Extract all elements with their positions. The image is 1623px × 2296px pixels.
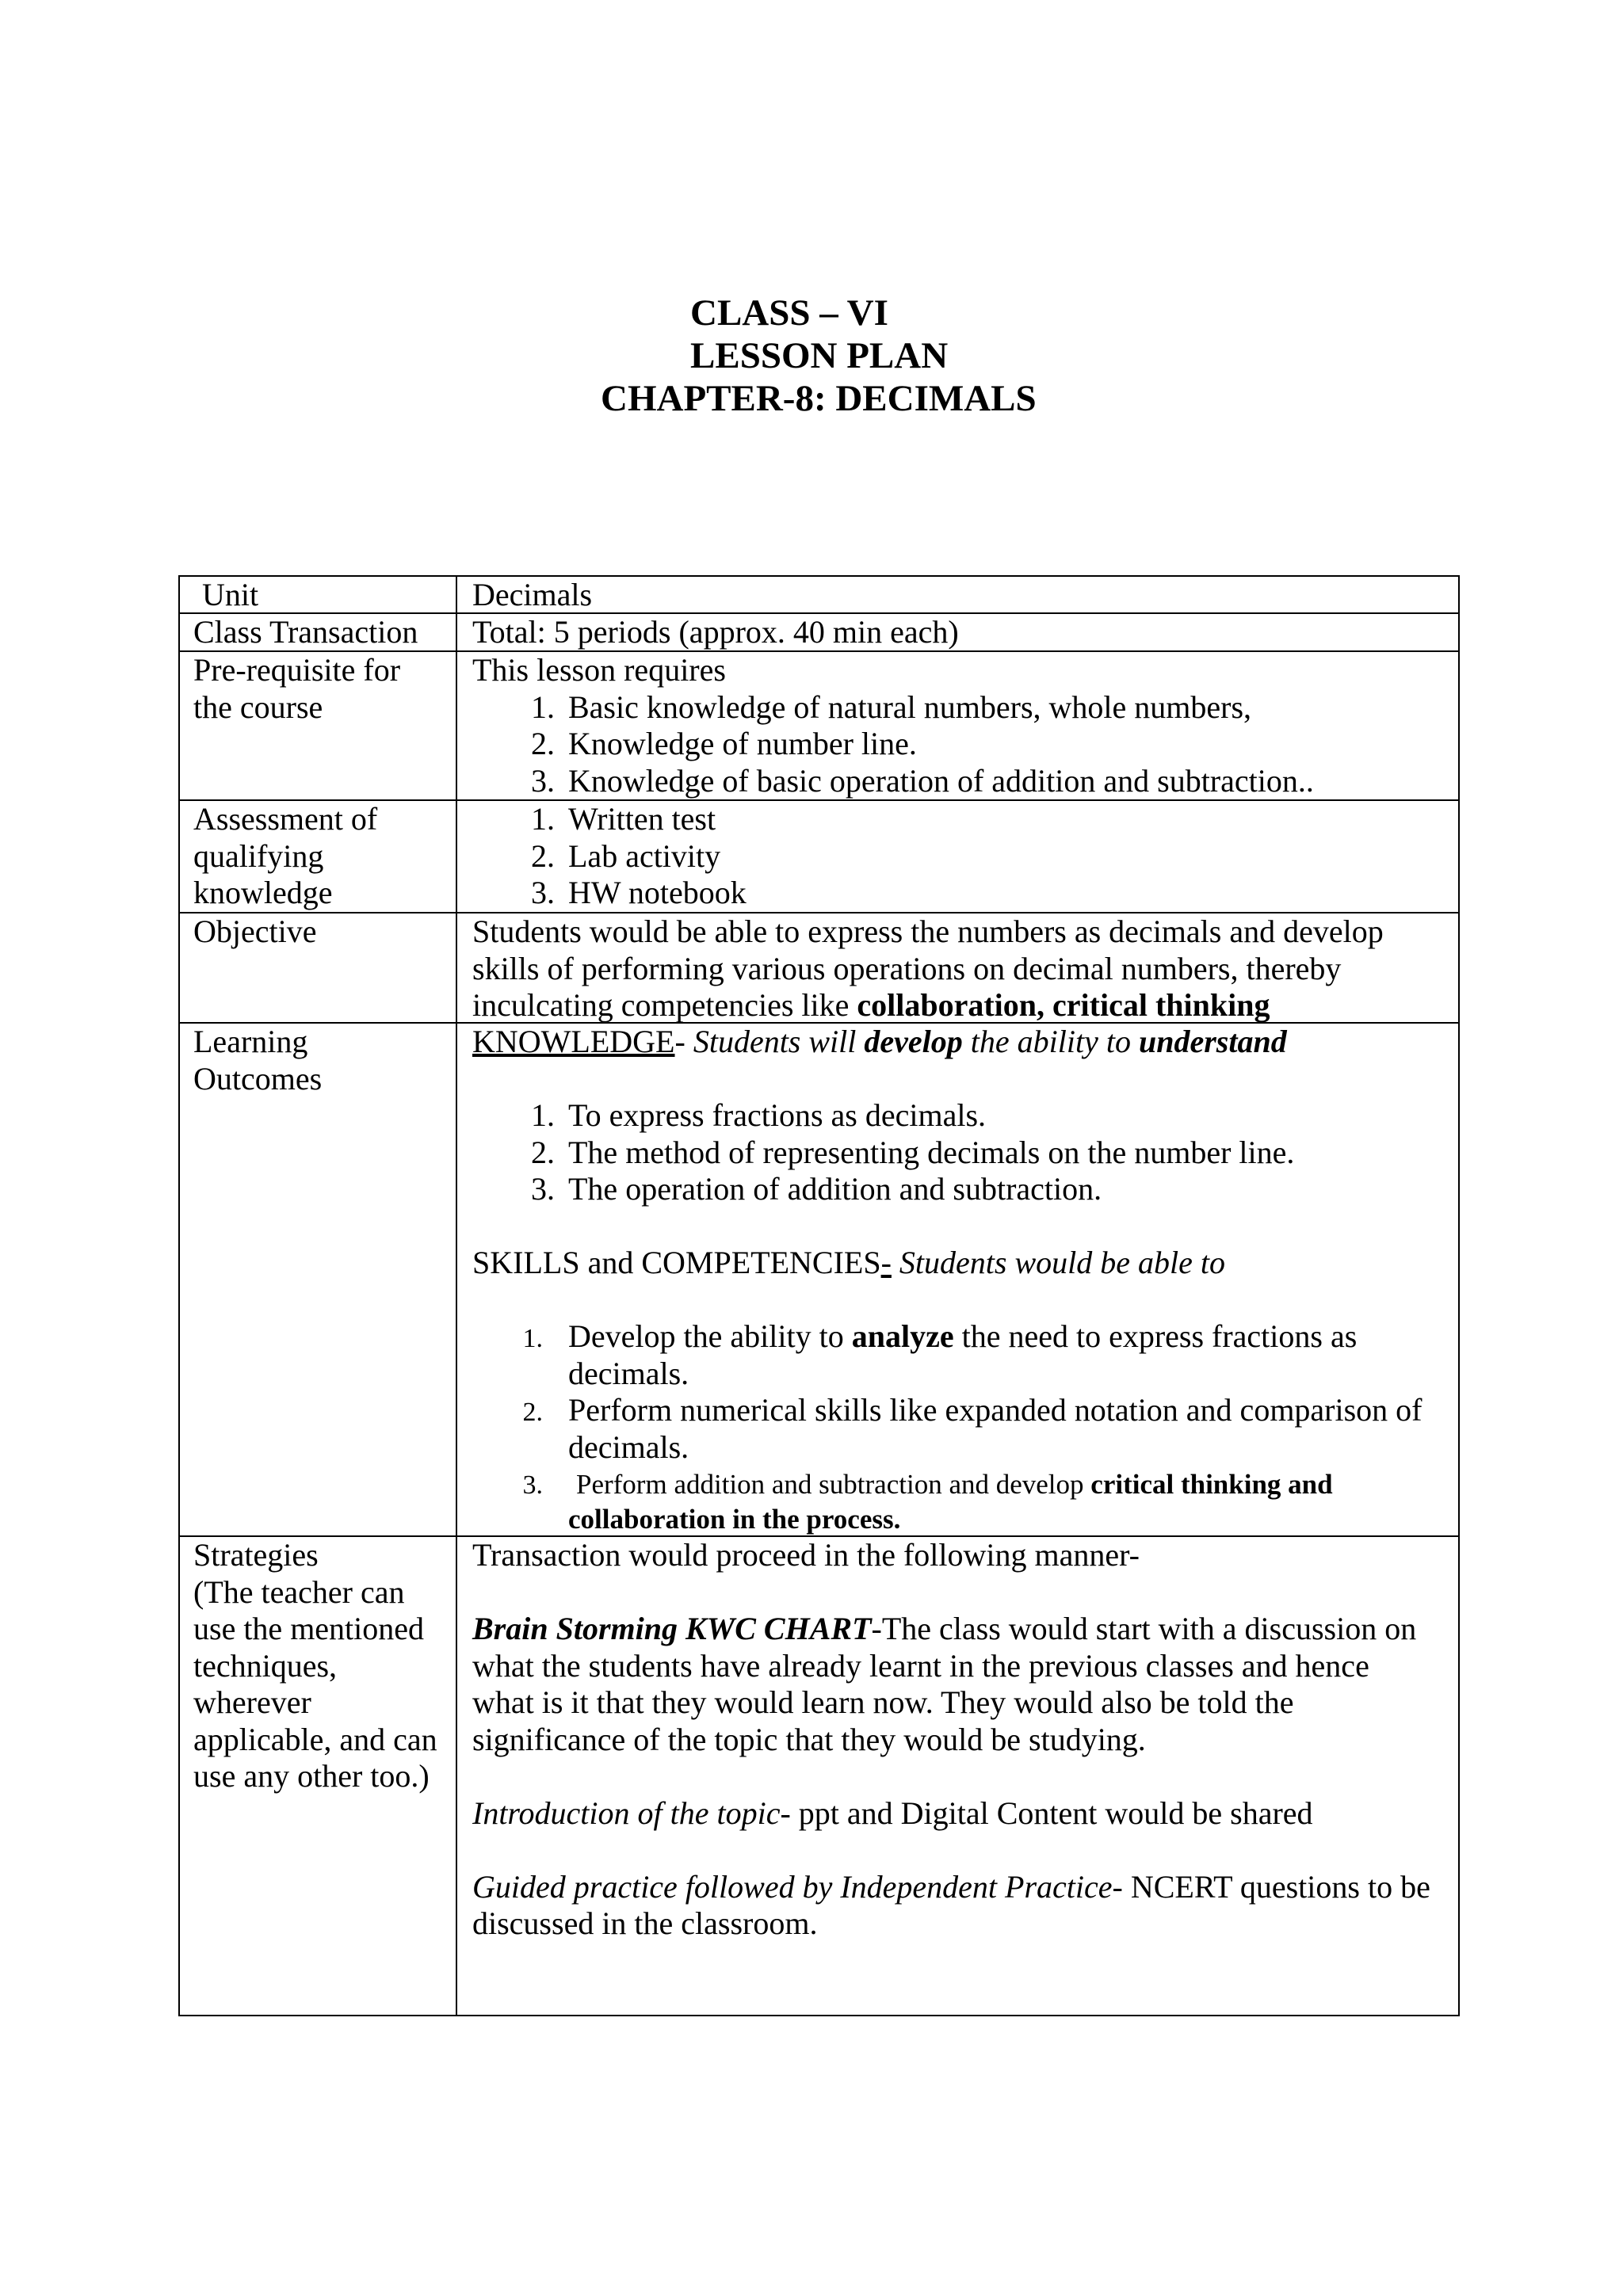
skills-heading-line xyxy=(472,1245,1458,1282)
list-number: 2. xyxy=(531,837,555,874)
list-item xyxy=(472,1097,1458,1135)
row-strategies-label-line: use the mentioned xyxy=(193,1611,425,1646)
introduction-text: - ppt and Digital Content would be shared xyxy=(780,1794,1313,1831)
list-item-text: The method of representing decimals on the number line. xyxy=(568,1134,1295,1170)
blank-line xyxy=(472,1574,1458,1611)
row-strategies-label-line: use any other too.) xyxy=(193,1758,430,1794)
list-item xyxy=(472,1318,1458,1356)
title-lesson-plan: LESSON PLAN xyxy=(690,335,949,376)
list-item xyxy=(472,1392,1458,1429)
blank-line xyxy=(472,1208,1458,1245)
prerequisite-intro: This lesson requires xyxy=(472,652,726,688)
row-unit-value: Decimals xyxy=(472,577,593,612)
list-item-continuation: decimals. xyxy=(568,1355,689,1391)
guided-line: discussed in the classroom. xyxy=(472,1905,818,1941)
row-strategies-label-line: Strategies xyxy=(193,1537,319,1573)
row-assessment-label-line: qualifying xyxy=(193,837,324,874)
title-class: CLASS – VI xyxy=(690,292,888,334)
row-unit xyxy=(180,577,1458,612)
strategies-intro: Transaction would proceed in the following manner- xyxy=(472,1537,1140,1573)
guided-line xyxy=(472,1869,1458,1906)
skills-dash: - xyxy=(880,1245,892,1280)
knowledge-text: Students will xyxy=(693,1024,865,1059)
objective-bold-text: collaboration, critical thinking xyxy=(857,987,1270,1023)
brainstorm-line: what the students have already learnt in the previous classes and hence xyxy=(472,1647,1369,1684)
row-assessment xyxy=(180,799,1458,912)
row-learning-outcomes xyxy=(180,1022,1458,1535)
row-class-transaction-label: Class Transaction xyxy=(193,614,418,650)
list-item-bold-text: analyze xyxy=(851,1318,954,1354)
list-item xyxy=(472,1171,1458,1208)
guided-heading: Guided practice followed by Independent Practice xyxy=(472,1868,1113,1905)
row-strategies-label-cell xyxy=(180,1537,457,2015)
list-item xyxy=(472,763,1458,800)
knowledge-heading-line xyxy=(472,1024,1458,1061)
list-item-bold-text: critical thinking and xyxy=(1090,1469,1333,1500)
brainstorm-heading: Brain Storming KWC CHART xyxy=(472,1611,872,1646)
list-item-text: To express fractions as decimals. xyxy=(568,1097,987,1133)
list-number: 1. xyxy=(522,1324,543,1353)
row-prerequisite-label-line: the course xyxy=(193,688,323,725)
objective-line: skills of performing various operations on decimal numbers, thereby xyxy=(472,950,1342,986)
knowledge-heading: KNOWLEDGE xyxy=(472,1024,675,1059)
list-number: 1. xyxy=(531,1097,555,1133)
introduction-line xyxy=(472,1795,1458,1833)
brainstorm-line: what is it that they would learn now. They would also be told the xyxy=(472,1684,1294,1720)
list-number: 3. xyxy=(531,875,555,910)
skills-intro: Students would be able to xyxy=(891,1245,1225,1280)
objective-line: Students would be able to express the numbers as decimals and develop xyxy=(472,913,1384,949)
row-strategies-label-line: wherever xyxy=(193,1684,311,1720)
list-item-text: HW notebook xyxy=(568,875,747,910)
skills-heading: SKILLS and COMPETENCIES xyxy=(472,1245,881,1280)
knowledge-bold-text: develop xyxy=(864,1024,963,1059)
row-unit-label: Unit xyxy=(202,577,259,612)
list-item-text: Lab activity xyxy=(568,837,721,874)
knowledge-dash: - xyxy=(674,1024,693,1059)
blank-line xyxy=(472,1758,1458,1795)
list-item-continuation: decimals. xyxy=(568,1428,689,1465)
row-unit-label-cell xyxy=(180,577,457,612)
row-learning-outcomes-label-line: Outcomes xyxy=(193,1060,323,1097)
list-item-text: Develop the ability to xyxy=(568,1318,852,1354)
row-assessment-value-cell xyxy=(457,801,1458,912)
row-class-transaction-label-cell xyxy=(180,614,457,650)
row-objective-value-cell xyxy=(457,913,1458,1022)
row-prerequisite-label-line: Pre-requisite for xyxy=(193,652,401,688)
list-item xyxy=(472,1135,1458,1172)
list-item-text: Perform numerical skills like expanded notation and comparison of xyxy=(568,1392,1423,1428)
row-objective xyxy=(180,912,1458,1022)
list-number: 3. xyxy=(531,1171,555,1207)
row-assessment-label-cell xyxy=(180,801,457,912)
row-assessment-label-line: Assessment of xyxy=(193,801,378,837)
list-number: 3. xyxy=(531,762,555,799)
row-prerequisite-label-cell xyxy=(180,652,457,799)
list-number: 3. xyxy=(522,1470,543,1500)
row-prerequisite xyxy=(180,650,1458,799)
list-number: 2. xyxy=(531,726,555,761)
list-item-text: Knowledge of number line. xyxy=(568,726,917,761)
list-item-text: The operation of addition and subtraction. xyxy=(568,1171,1102,1207)
list-number: 2. xyxy=(531,1134,555,1170)
list-item-bold-text: collaboration in the process. xyxy=(568,1504,901,1535)
brainstorm-text: -The class would start with a discussion on xyxy=(871,1611,1417,1646)
row-class-transaction xyxy=(180,612,1458,650)
list-item xyxy=(472,875,1458,912)
list-item-text: Knowledge of basic operation of addition and subtraction.. xyxy=(568,762,1314,799)
guided-text: - NCERT questions to be xyxy=(1112,1868,1430,1905)
row-class-transaction-value-cell xyxy=(457,614,1458,650)
blank-line xyxy=(472,1061,1458,1098)
row-learning-outcomes-label-line: Learning xyxy=(193,1024,308,1059)
row-unit-value-cell xyxy=(457,577,1458,612)
knowledge-bold-text: understand xyxy=(1138,1024,1287,1059)
row-learning-outcomes-value-cell xyxy=(457,1024,1458,1535)
objective-text: inculcating competencies like xyxy=(472,987,857,1023)
list-item-text: Basic knowledge of natural numbers, whole numbers, xyxy=(568,688,1252,725)
list-item-text: Perform addition and subtraction and develop xyxy=(576,1469,1091,1500)
objective-line xyxy=(472,987,1458,1024)
title-chapter: CHAPTER-8: DECIMALS xyxy=(601,378,1037,419)
row-assessment-label-line: knowledge xyxy=(193,875,333,910)
row-strategies xyxy=(180,1535,1458,2015)
list-number: 2. xyxy=(522,1398,543,1427)
blank-line xyxy=(472,1282,1458,1319)
row-class-transaction-value: Total: 5 periods (approx. 40 min each) xyxy=(472,614,959,650)
row-strategies-label-line: applicable, and can xyxy=(193,1721,437,1757)
list-item-text: the need to express fractions as xyxy=(953,1318,1358,1354)
introduction-heading: Introduction of the topic xyxy=(472,1794,781,1831)
row-objective-label-cell xyxy=(180,913,457,1022)
list-item xyxy=(472,726,1458,763)
brainstorm-line: significance of the topic that they would be studying. xyxy=(472,1721,1146,1757)
row-objective-label: Objective xyxy=(193,913,317,949)
row-prerequisite-value-cell xyxy=(457,652,1458,799)
list-item xyxy=(472,689,1458,727)
list-item xyxy=(472,801,1458,838)
row-strategies-label-line: (The teacher can xyxy=(193,1573,405,1610)
brainstorm-line xyxy=(472,1611,1458,1648)
blank-line xyxy=(472,1832,1458,1869)
list-item xyxy=(472,838,1458,875)
list-item-text: Written test xyxy=(568,801,716,837)
row-strategies-label-line: techniques, xyxy=(193,1647,338,1684)
list-number: 1. xyxy=(531,688,555,725)
knowledge-text: the ability to xyxy=(962,1024,1139,1059)
list-item-continuation xyxy=(472,1501,1458,1535)
row-learning-outcomes-label-cell xyxy=(180,1024,457,1535)
list-item xyxy=(472,1466,1458,1501)
lesson-plan-table xyxy=(178,575,1460,2016)
row-strategies-value-cell xyxy=(457,1537,1458,2015)
list-number: 1. xyxy=(531,801,555,837)
